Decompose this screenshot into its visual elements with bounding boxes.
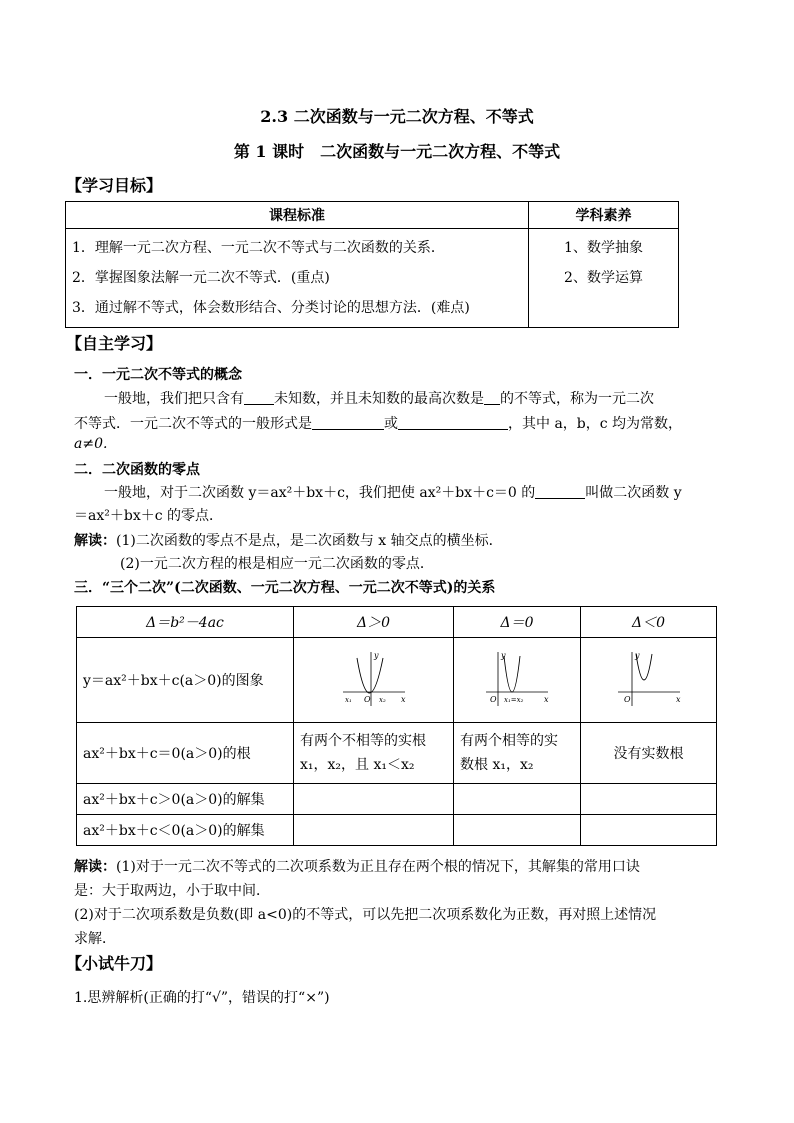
main-title: 2.3 二次函数与一元二次方程、不等式 <box>260 107 534 126</box>
reading-2-line-3: (2)对于二次项系数是负数(即 a<0)的不等式，可以先把二次项系数化为正数，再对照上述情况 <box>74 907 657 923</box>
root-x2-label: x₂ <box>378 696 386 704</box>
goals-standards-cell <box>66 229 529 328</box>
origin-label: O <box>363 695 371 704</box>
section-self-study: 【自主学习】 <box>66 334 163 353</box>
reading-label: 解读： <box>74 859 116 875</box>
head-zero: Δ＝0 <box>454 607 581 638</box>
concept-text: ，其中 a，b，c 均为常数， <box>508 416 683 432</box>
row-lt-label: ax²＋bx＋c＜0(a＞0)的解集 <box>77 815 294 846</box>
standard-item: 2．掌握图象法解一元二次不等式．(重点) <box>72 270 330 286</box>
empty-cell <box>454 784 581 815</box>
root-zero-cell <box>454 723 581 784</box>
goals-table <box>65 201 679 328</box>
root-neg-cell: 没有实数根 <box>581 723 717 784</box>
zero-text: 一般地，对于二次函数 y＝ax²＋bx＋c，我们把使 ax²＋bx＋c＝0 的 <box>104 485 536 501</box>
reading-2-line-4: 求解． <box>74 931 116 947</box>
row-graph-label: y＝ax²＋bx＋c(a＞0)的图象 <box>77 638 294 723</box>
empty-cell <box>294 784 454 815</box>
empty-cell <box>454 815 581 846</box>
root-x1-label: x₁ <box>344 696 352 704</box>
reading-2-line-2: 是：大于取两边，小于取中间． <box>74 883 270 899</box>
section-try: 【小试牛刀】 <box>66 954 163 973</box>
parabola-two-roots-graph <box>339 648 409 708</box>
axis-y-label: y <box>501 651 506 660</box>
question-1: 1.思辨解析(正确的打“√”，错误的打“×”) <box>74 990 330 1006</box>
heading-zero: 二．二次函数的零点 <box>74 462 200 478</box>
zero-line-1 <box>104 482 682 502</box>
concept-text: 的不等式，称为一元二次 <box>500 391 654 407</box>
reading-1-line-1 <box>74 530 503 550</box>
concept-line-1 <box>104 388 654 408</box>
blank <box>244 390 274 405</box>
blank <box>398 415 508 430</box>
head-delta: Δ＝b²－4ac <box>77 607 294 638</box>
goals-literacy-cell <box>529 229 679 328</box>
root-pos-cell <box>294 723 454 784</box>
concept-text: 或 <box>384 416 398 432</box>
literacy-item: 1、数学抽象 <box>564 240 643 256</box>
root-zero-text: 数根 x₁，x₂ <box>460 757 534 773</box>
goals-col-standard: 课程标准 <box>66 202 529 229</box>
reading-label: 解读： <box>74 533 116 549</box>
section-goals: 【学习目标】 <box>66 176 163 195</box>
head-neg: Δ＜0 <box>581 607 717 638</box>
graph-pos-cell <box>294 638 454 723</box>
empty-cell <box>581 784 717 815</box>
root-pos-text: x₁，x₂，且 x₁＜x₂ <box>300 757 415 773</box>
concept-text: 未知数，并且未知数的最高次数是 <box>274 391 484 407</box>
root-x12-label: x₁=x₂ <box>504 696 524 704</box>
axis-x-label: x <box>400 695 406 704</box>
zero-line-2: ＝ax²＋bx＋c 的零点． <box>74 508 224 524</box>
concept-line-3: a≠0. <box>74 436 108 452</box>
heading-concept: 一．一元二次不等式的概念 <box>74 367 242 383</box>
origin-label: O <box>623 695 631 704</box>
reading-2-line-1 <box>74 856 640 876</box>
concept-text: 一般地，我们把只含有 <box>104 391 244 407</box>
axis-y-label: y <box>634 651 640 660</box>
row-root-label: ax²＋bx＋c＝0(a＞0)的根 <box>77 723 294 784</box>
sub-title: 第 1 课时 二次函数与一元二次方程、不等式 <box>233 142 561 161</box>
concept-line-2 <box>74 413 682 433</box>
empty-cell <box>581 815 717 846</box>
graph-neg-cell <box>581 638 717 723</box>
axis-x-label: x <box>675 695 681 704</box>
axis-x-label: x <box>544 695 549 704</box>
row-gt-label: ax²＋bx＋c＞0(a＞0)的解集 <box>77 784 294 815</box>
root-pos-text: 有两个不相等的实根 <box>300 733 426 749</box>
graph-zero-cell <box>454 638 581 723</box>
parabola-one-root-graph <box>482 648 552 708</box>
concept-text: 不等式．一元二次不等式的一般形式是 <box>74 416 312 432</box>
reading-text: (1)对于一元二次不等式的二次项系数为正且存在两个根的情况下，其解集的常用口诀 <box>116 859 640 875</box>
root-zero-text: 有两个相等的实 <box>460 733 558 749</box>
parabola-no-root-graph <box>614 648 684 708</box>
heading-relation: 三．“三个二次”(二次函数、一元二次方程、一元二次不等式)的关系 <box>74 580 496 596</box>
blank <box>312 415 384 430</box>
head-pos: Δ＞0 <box>294 607 454 638</box>
relation-table <box>76 606 717 846</box>
origin-label: O <box>490 695 497 704</box>
empty-cell <box>294 815 454 846</box>
zero-text: 叫做二次函数 y <box>585 485 682 501</box>
standard-item: 3．通过解不等式，体会数形结合、分类讨论的思想方法．(难点) <box>72 300 470 316</box>
literacy-item: 2、数学运算 <box>564 270 643 286</box>
blank <box>484 390 500 405</box>
goals-col-literacy: 学科素养 <box>529 202 679 229</box>
reading-text: (1)二次函数的零点不是点，是二次函数与 x 轴交点的横坐标． <box>116 533 503 549</box>
standard-item: 1．理解一元二次方程、一元二次不等式与二次函数的关系． <box>72 240 445 256</box>
blank <box>535 484 585 499</box>
reading-1-line-2: (2)一元二次方程的根是相应一元二次函数的零点． <box>120 556 434 572</box>
axis-y-label: y <box>373 651 379 660</box>
